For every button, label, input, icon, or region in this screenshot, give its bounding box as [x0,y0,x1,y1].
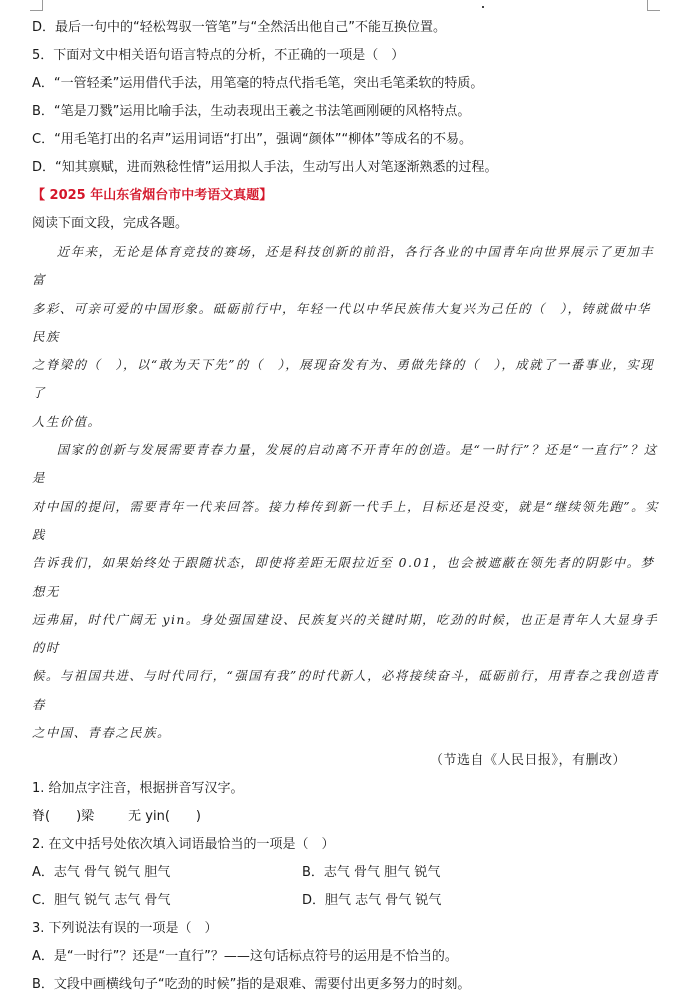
q2-stem: 2. 在文中括号处依次填入词语最恰当的一项是（ ） [32,837,335,853]
passage-paragraph-2 [32,436,662,747]
q3-stem: 3. 下列说法有误的一项是（ ） [32,921,218,937]
passage-line: 近年来，无论是体育竞技的赛场，还是科技创新的前沿，各行各业的中国青年向世界展示了更加丰富 [32,244,655,288]
q3-option-a: A．是“一时行”？还是“一直行”？——这句话标点符号的运用是不恰当的。 [32,949,458,965]
reading-instruction: 阅读下面文段，完成各题。 [32,216,189,231]
q1-stem: 1. 给加点字注音，根据拼音写汉字。 [32,781,244,797]
passage-source: （节选自《人民日报》，有删改） [429,753,626,769]
q5-option-c: C．“用毛笔打出的名声”运用词语“打出”，强调“颜体”“柳体”等成名的不易。 [32,132,472,147]
passage-paragraph-1 [32,238,662,436]
passage-line: 多彩、可亲可爱的中国形象。砥砺前行中，年轻一代以中华民族伟大复兴为己任的（ ），铸就做中华民族 [32,300,651,344]
q2-option-c: C．胆气 锐气 志气 骨气 [32,893,171,909]
q5-stem: 5．下面对文中相关语句语言特点的分析，不正确的一项是（ ） [32,48,405,63]
passage-line: 之脊梁的（ ），以“敢为天下先”的（ ），展现奋发有为、勇做先锋的（ ），成就了一番事业，实现了 [32,357,655,401]
page-corner-mark-right [647,0,660,11]
q2-options-row-2 [32,887,662,915]
q5-option-a: A．“一管轻柔”运用借代手法，用笔毫的特点代指毛笔，突出毛笔柔软的特质。 [32,76,484,91]
prev-option-d: D．最后一句中的“轻松驾驭一管笔”与“全然活出他自己”不能互换位置。 [32,20,446,35]
passage-line: 候。与祖国共进、与时代同行，“强国有我”的时代新人，必将接续奋斗，砥砺前行，用青春之我创造青春 [32,668,659,712]
q3-option-b: B．文段中画横线句子“吃劲的时候”指的是艰难、需要付出更多努力的时刻。 [32,977,471,993]
passage-line: 人生价值。 [32,413,102,429]
page-corner-mark-left [30,0,43,11]
q2-options-row-1 [32,859,662,887]
q5-option-b: B．“笔是刀戮”运用比喻手法，生动表现出王羲之书法笔画刚硬的风格特点。 [32,104,471,119]
document-page [32,14,662,999]
passage-line: 对中国的提问，需要青年一代来回答。接力棒传到新一代手上，目标还是没变，就是“继续领先跑”。实践 [32,498,659,542]
passage-line: 远弗届，时代广阔无 yin。身处强国建设、民族复兴的关键时期，吃劲的时候，也正是青年人大显身手的时 [32,611,659,656]
passage-line: 之中国、青春之民族。 [32,725,171,741]
q2-option-d: D．胆气 志气 骨气 锐气 [302,893,442,909]
page-dot-mark [482,6,484,8]
q2-option-a: A．志气 骨气 锐气 胆气 [32,865,171,881]
passage-line: 国家的创新与发展需要青春力量，发展的启动离不开青年的创造。是“一时行”？还是“一直行”？这是 [32,442,658,486]
section-title: 【 2025 年山东省烟台市中考语文真题】 [32,188,273,203]
q2-option-b: B．志气 骨气 胆气 锐气 [302,865,441,881]
q1-item-ji: 脊( )梁 [32,809,95,825]
q1-items [32,803,662,831]
q5-option-d: D．“知其禀赋，进而熟稔性情”运用拟人手法，生动写出人对笔逐渐熟悉的过程。 [32,160,498,175]
q1-item-yin: 无 yin( ) [128,809,201,825]
passage-line: 告诉我们，如果始终处于跟随状态，即使将差距无限拉近至 0.01，也会被遮蔽在领先者的阴影中。梦想无 [32,555,655,599]
